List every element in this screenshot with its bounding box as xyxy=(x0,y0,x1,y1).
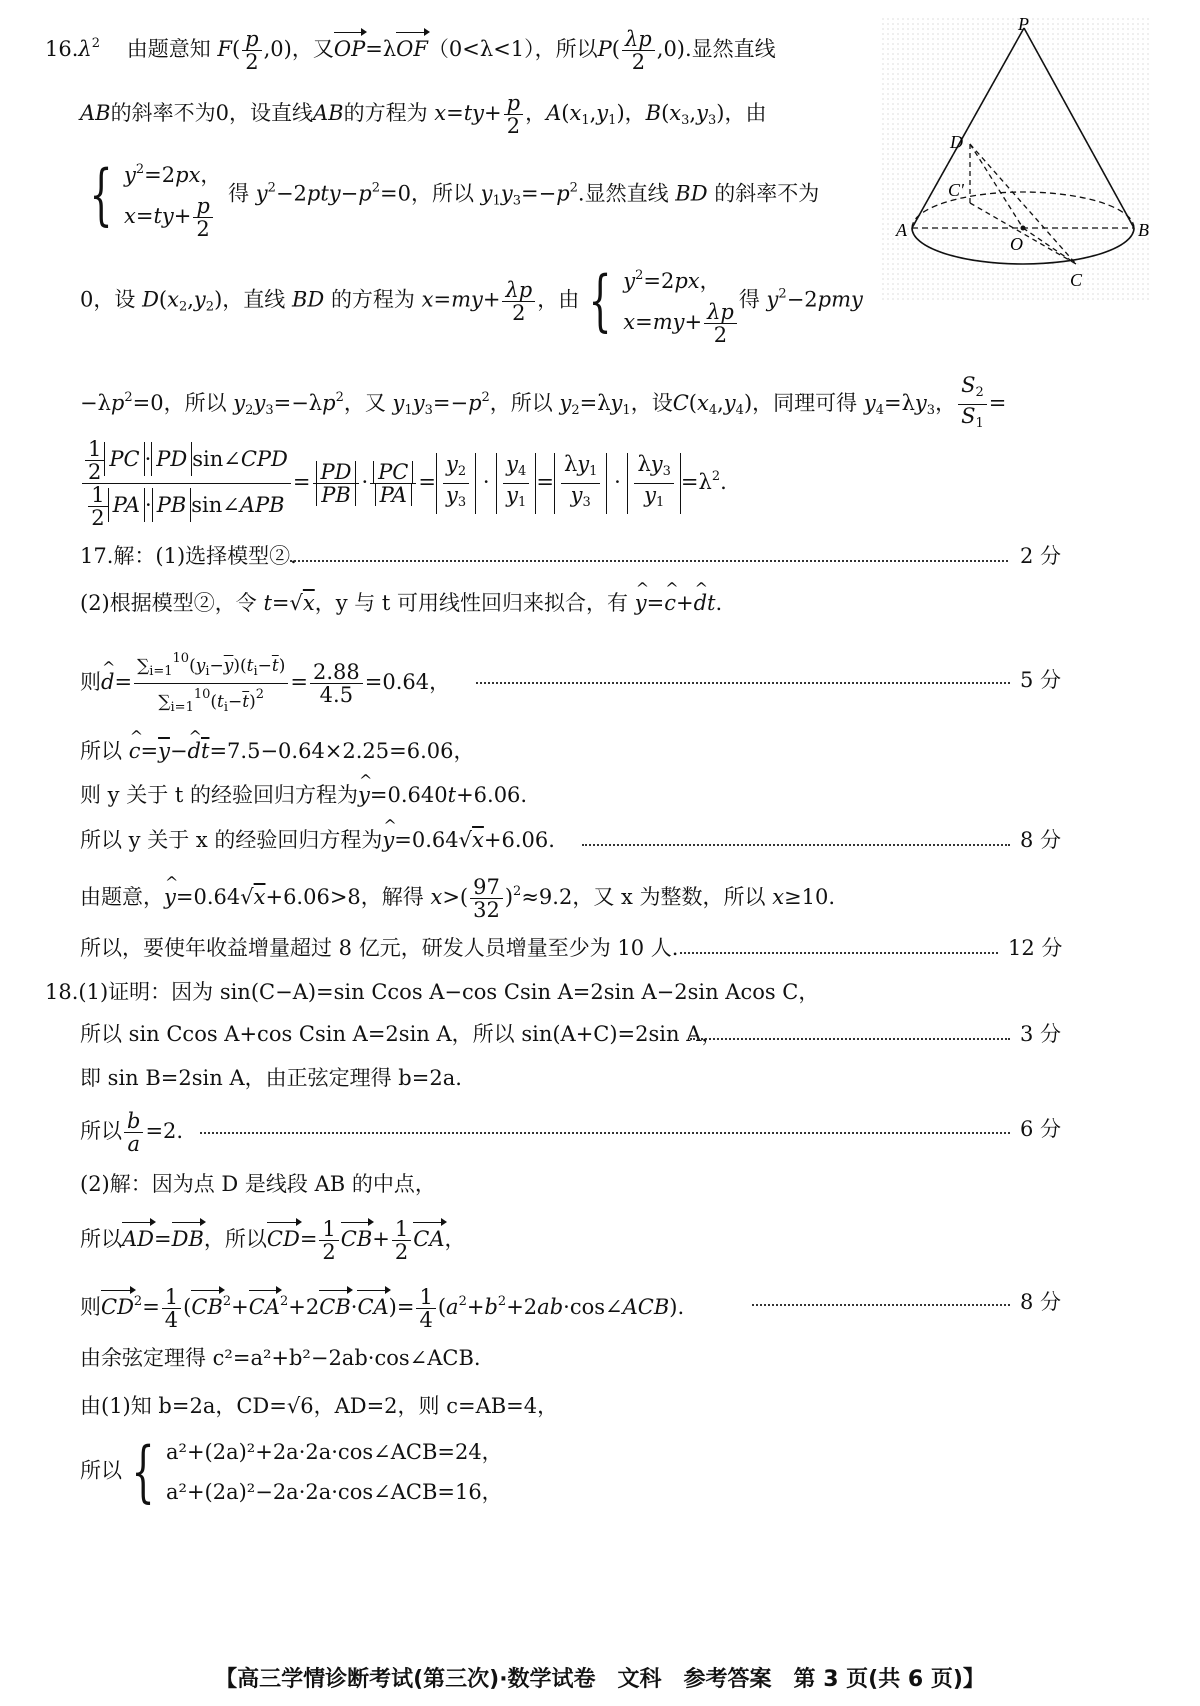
q17-line8: 所以，要使年收益增量超过 8 亿元，研发人员增量至少为 10 人. xyxy=(80,936,679,960)
q17-line3: 则^ d= $\frac{\sum_{i=1}^{10}(y_i-\overline{y})(t_i-\overline{t})}{\sum_{i=1}^{10}(t_i-\overline{t})^2}$ = $\frac{2.88}{4.5}$ =0.64， xyxy=(80,648,450,719)
q16-line3: { $y^2=2px$， x=ty+ $\frac{p}{2}$ 得 $y^2-2pty-p^2=0$，所以 $y_1y_3=-p^2$.显然直线 BD 的斜率不为 xyxy=(89,156,820,241)
label-D: D xyxy=(950,132,963,152)
q18-line5: (2)解：因为点 D 是线段 AB 的中点， xyxy=(80,1172,436,1196)
q18-line7: 则$CD^2=$ $\frac{1}{4}$ $(CB^2+CA^2+2CB\cdot CA)=$ $\frac{1}{4}$ $(a^2+b^2+2ab\cdot\cos\angle ACB)$. xyxy=(80,1285,685,1332)
q18-line8: 由余弦定理得 c²=a²+b²−2ab·cos∠ACB. xyxy=(80,1346,481,1370)
q17-dots8 xyxy=(680,952,998,954)
q18-score2: 3 分 xyxy=(1020,1022,1062,1046)
q17-line6: 所以 y 关于 x 的经验回归方程为^ y=0.64√x+6.06. xyxy=(80,826,555,854)
q16-line4: 0，设 $D(x_2,y_2)$，直线 BD 的方程为 x=my+ $\frac{\lambda p}{2}$ ，由 { $y^2=2px$， x=my+ $\frac{\lambda p}{2}$ 得 $y^2-2pmy$ xyxy=(80,262,863,347)
q18-line6: 所以AD=DB，所以CD= $\frac{1}{2}$ CB+ $\frac{1}{2}$ CA， xyxy=(80,1217,466,1264)
q18-line4: 所以 $\frac{b}{a}$ =2. xyxy=(80,1109,184,1156)
q17-dots3 xyxy=(476,682,1010,684)
q18-line9: 由(1)知 b=2a，CD=√6，AD=2，则 c=AB=4， xyxy=(80,1394,559,1418)
q18-score7: 8 分 xyxy=(1020,1290,1062,1314)
q16-line2: AB的斜率不为0，设直线AB的方程为 x=ty+ $\frac{p}{2}$ ，$A(x_1,y_1)$，$B(x_3,y_3)$，由 xyxy=(80,91,767,138)
q17-score3: 5 分 xyxy=(1020,668,1062,692)
cone-figure xyxy=(882,18,1152,300)
q17-dots1 xyxy=(290,560,1008,562)
q16-line5: $-\lambda p^2=0$，所以 $y_2y_3=-\lambda p^2$，又 $y_1y_3=-p^2$，所以 $y_2=\lambda y_1$，设$C(x_4,y_4)$，同理可得 $y_4=\lambda y_3$， $\frac{S_2}{S_1}$ = xyxy=(80,373,1007,431)
q17-line1: 17.解：(1)选择模型②. xyxy=(80,544,297,568)
q18-score4: 6 分 xyxy=(1020,1117,1062,1141)
q17-line5: 则 y 关于 t 的经验回归方程为^ y=0.640t+6.06. xyxy=(80,781,527,809)
q18-line10: 所以 { a²+(2a)²+2a·2a·cos∠ACB=24， a²+(2a)²−2a·2a·cos∠ACB=16， xyxy=(80,1433,503,1510)
label-O: O xyxy=(1010,234,1023,254)
q18-line1: 18.(1)证明：因为 sin(C−A)=sin Ccos A−cos Csin A=2sin A−2sin Acos C， xyxy=(45,980,820,1004)
label-C: C xyxy=(1070,270,1083,290)
q17-score1: 2 分 xyxy=(1020,544,1062,568)
q18-line3: 即 sin B=2sin A，由正弦定理得 b=2a. xyxy=(80,1066,462,1090)
q17-score8: 12 分 xyxy=(1008,936,1063,960)
q17-score6: 8 分 xyxy=(1020,828,1062,852)
q17-line2: (2)根据模型②，令 t=√x，y 与 t 可用线性回归来拟合，有 ^ y=^ c+^ dt. xyxy=(80,589,722,617)
q16-line6: $\frac{1}{2}$ PC · PD sin∠CPD $\frac{1}{2}$ PA · PB sin∠APB = $\frac{PD}{PB}$ · $\frac{PC}{PA}$ = $\frac{y_2}{y_3}$ · $\frac{y_4}{y_1}$ = $\frac{\lambda y_1}{y_3}$ · $\frac{\lambda y_3}{y_1}$ $=\lambda^2$. xyxy=(80,438,727,529)
q17-line7: 由题意，^ y=0.64√x+6.06>8，解得 x>( $\frac{97}{32}$ )$^2$≈9.2，又 x 为整数，所以 x≥10. xyxy=(80,876,835,921)
q17-dots6 xyxy=(582,844,1010,846)
q17-line4: 所以 ^ $c=\overline{y}-\^{}$ $d\overline{t}=7.5-0.64\times 2.25=6.06$， xyxy=(80,737,475,765)
label-A: A xyxy=(896,220,907,240)
label-P: P xyxy=(1018,18,1029,34)
page-footer: 【高三学情诊断考试(第三次)·数学试卷 文科 参考答案 第 3 页(共 6 页)】 xyxy=(215,1667,985,1692)
q18-dots7 xyxy=(752,1304,1010,1306)
label-C1: C' xyxy=(948,180,964,200)
q18-dots4 xyxy=(200,1132,1010,1134)
q18-dots2 xyxy=(690,1038,1010,1040)
q16-line1: $16.\lambda^2$ 由题意知 F( $\frac{p}{2}$ ,0)，又OP=λOF（0<λ<1），所以P( $\frac{\lambda p}{2}$ ,0).显然直线 xyxy=(45,27,776,74)
q18-line2: 所以 sin Ccos A+cos Csin A=2sin A，所以 sin(A+C)=2sin A， xyxy=(80,1022,723,1046)
label-B: B xyxy=(1138,220,1149,240)
